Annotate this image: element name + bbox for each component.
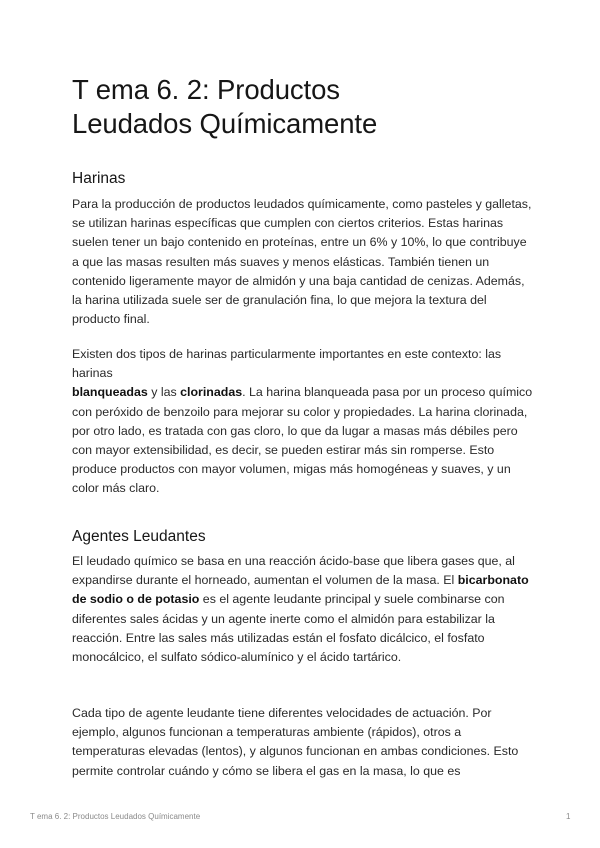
page-title: [72, 73, 532, 141]
footer-page-number: 1: [566, 812, 571, 821]
paragraph-harinas-2: [72, 345, 534, 499]
section-heading-agentes-leudantes: Agentes Leudantes: [72, 528, 206, 545]
paragraph-harinas-2-rest: . La harina blanqueada pasa por un proceso químico con peróxido de benzoilo para mejorar su color y propiedades. La harina clorinada, por otro lado, es tratada con gas cloro, lo que da lugar a masas más débiles pero con mayor extensibilidad, es decir, se pueden estirar más sin romperse. Esto produce productos con mayor volumen, migas más homogéneas y suaves, y un color más claro.: [72, 385, 533, 496]
paragraph-agentes-1-start: El leudado químico se basa en una reacción ácido-base que libera gases que, al expandirse durante el horneado, aumentan el volumen de la masa. El: [72, 554, 515, 588]
paragraph-agentes-1-rest: es el agente leudante principal y suele combinarse con diferentes sales ácidas y un agente inerte como el almidón para estabilizar la reacción. Entre las sales más utilizadas están el fosfato dicálcico, el fosfato monocálcico, el sulfato sódico-alumínico y el ácido tartárico.: [72, 592, 505, 665]
term-clorinadas: clorinadas: [180, 385, 243, 400]
section-heading-harinas: Harinas: [72, 170, 126, 187]
term-bicarbonato: bicarbonato de sodio o de potasio: [72, 573, 529, 607]
page-title-line-2: Leudados Químicamente: [72, 108, 378, 139]
page-title-line-1: T ema 6. 2: Productos: [72, 74, 340, 105]
paragraph-harinas-2-mid: y las: [147, 385, 181, 400]
paragraph-agentes-1: [72, 552, 534, 667]
term-blanqueadas: blanqueadas: [72, 385, 148, 400]
footer-title: T ema 6. 2: Productos Leudados Químicamente: [30, 812, 201, 821]
paragraph-harinas-2-intro: Existen dos tipos de harinas particularmente importantes en este contexto: las harinas: [72, 347, 502, 381]
paragraph-agentes-2: Cada tipo de agente leudante tiene diferentes velocidades de actuación. Por ejemplo, algunos funcionan a temperaturas ambiente (rápidos), otros a temperaturas elevadas (lentos), y algunos funcionan en ambas condiciones. Esto permite controlar cuándo y cómo se libera el gas en la masa, lo que es: [72, 706, 519, 778]
paragraph-harinas-1: Para la producción de productos leudados químicamente, como pasteles y galletas, se utilizan harinas específicas que cumplen con ciertos criterios. Estas harinas suelen tener un bajo contenido en proteínas, entre un 6% y 10%, lo que contribuye a que las masas resulten más suaves y menos elásticas. También tienen un contenido ligeramente mayor de almidón y una baja cantidad de cenizas. Además, la harina utilizada suele ser de granulación fina, lo que mejora la textura del producto final.: [72, 197, 532, 327]
